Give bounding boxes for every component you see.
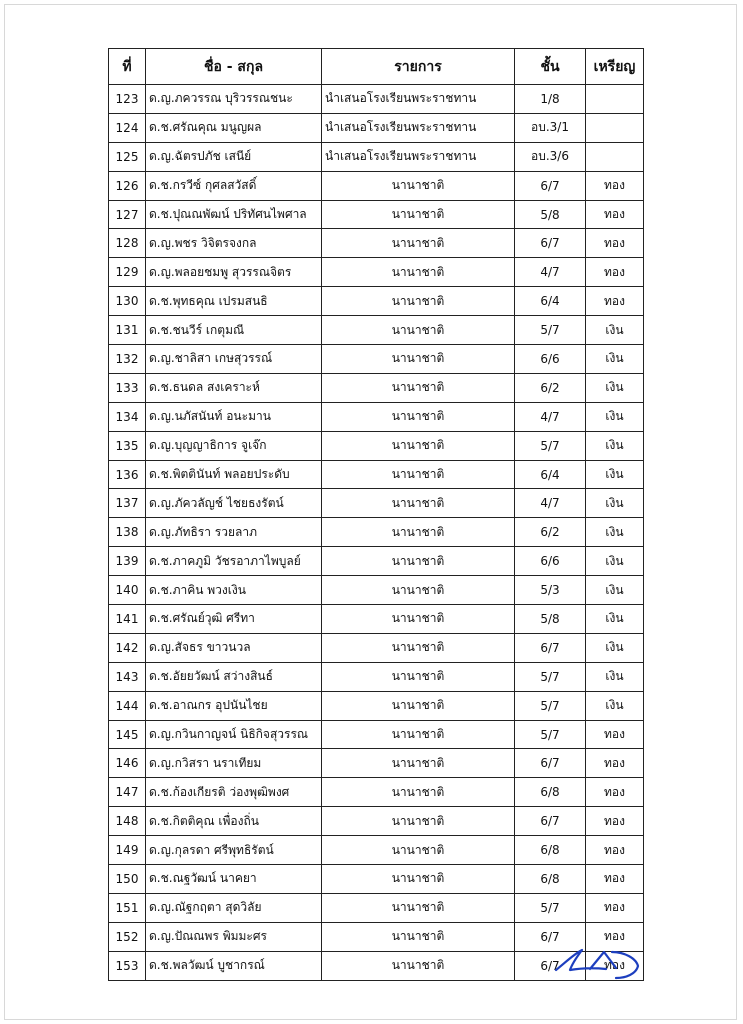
table-row: [109, 865, 644, 894]
row-item: นานาชาติ: [322, 893, 515, 922]
row-name: ด.ช.ธนดล สงเคราะห์: [146, 373, 322, 402]
row-medal: เงิน: [586, 489, 644, 518]
row-item: นานาชาติ: [322, 287, 515, 316]
row-number: 144: [109, 691, 146, 720]
row-medal: เงิน: [586, 518, 644, 547]
header-medal: เหรียญ: [586, 49, 644, 85]
row-number: 135: [109, 431, 146, 460]
table-row: [109, 576, 644, 605]
row-grade: 6/7: [515, 951, 586, 980]
row-number: 140: [109, 576, 146, 605]
row-medal: ทอง: [586, 258, 644, 287]
row-name: ด.ช.ชนวีร์ เกตุมณี: [146, 316, 322, 345]
row-number: 123: [109, 85, 146, 114]
table-row: [109, 605, 644, 634]
row-number: 124: [109, 113, 146, 142]
row-name: ด.ช.กรวีซ์ กุศลสวัสดิ์: [146, 171, 322, 200]
row-grade: 5/7: [515, 431, 586, 460]
row-medal: เงิน: [586, 576, 644, 605]
row-name: ด.ช.ก้องเกียรติ ว่องพุฒิพงศ: [146, 778, 322, 807]
row-grade: 6/4: [515, 287, 586, 316]
row-medal: ทอง: [586, 922, 644, 951]
row-name: ด.ช.ภาคภูมิ วัชรอาภาไพบูลย์: [146, 547, 322, 576]
row-medal: ทอง: [586, 836, 644, 865]
row-grade: 6/7: [515, 633, 586, 662]
row-medal: เงิน: [586, 316, 644, 345]
table-row: [109, 113, 644, 142]
row-name: ด.ญ.กวินกาญจน์ นิธิกิจสุวรรณ: [146, 720, 322, 749]
row-medal: เงิน: [586, 547, 644, 576]
row-item: นำเสนอโรงเรียนพระราชทาน: [322, 85, 515, 114]
row-name: ด.ญ.สัจธร ขาวนวล: [146, 633, 322, 662]
row-item: นานาชาติ: [322, 576, 515, 605]
table-row: [109, 807, 644, 836]
row-item: นานาชาติ: [322, 171, 515, 200]
row-number: 150: [109, 865, 146, 894]
row-grade: 5/7: [515, 691, 586, 720]
row-grade: 5/7: [515, 316, 586, 345]
row-number: 132: [109, 345, 146, 374]
row-grade: 6/8: [515, 865, 586, 894]
row-name: ด.ช.พิตตินันท์ พลอยประดับ: [146, 460, 322, 489]
row-grade: 5/3: [515, 576, 586, 605]
row-number: 147: [109, 778, 146, 807]
table-row: [109, 460, 644, 489]
row-item: นานาชาติ: [322, 460, 515, 489]
row-medal: ทอง: [586, 720, 644, 749]
row-grade: 6/8: [515, 778, 586, 807]
row-item: นานาชาติ: [322, 691, 515, 720]
row-medal: ทอง: [586, 200, 644, 229]
row-name: ด.ญ.กวิสรา นราเทียม: [146, 749, 322, 778]
row-medal: เงิน: [586, 345, 644, 374]
row-number: 153: [109, 951, 146, 980]
row-item: นานาชาติ: [322, 316, 515, 345]
row-number: 149: [109, 836, 146, 865]
header-grade: ชั้น: [515, 49, 586, 85]
table-row: [109, 778, 644, 807]
row-name: ด.ญ.ณัฐกฤตา สุดวิลัย: [146, 893, 322, 922]
row-grade: 5/8: [515, 605, 586, 634]
table-header-row: [109, 49, 644, 85]
table-row: [109, 893, 644, 922]
row-medal: เงิน: [586, 402, 644, 431]
row-name: ด.ญ.ปัณณพร พิมมะศร: [146, 922, 322, 951]
row-item: นานาชาติ: [322, 778, 515, 807]
row-name: ด.ช.ณฐวัฒน์ นาคยา: [146, 865, 322, 894]
row-number: 128: [109, 229, 146, 258]
row-grade: 5/7: [515, 893, 586, 922]
row-grade: 6/2: [515, 373, 586, 402]
row-medal: เงิน: [586, 431, 644, 460]
row-number: 139: [109, 547, 146, 576]
row-name: ด.ช.ปุณณพัฒน์ ปริทัศนไพศาล: [146, 200, 322, 229]
row-name: ด.ญ.บุญญาธิการ จูเจ๊ก: [146, 431, 322, 460]
row-item: นานาชาติ: [322, 720, 515, 749]
row-grade: 6/6: [515, 345, 586, 374]
table-row: [109, 373, 644, 402]
row-name: ด.ญ.ภัทธิรา รวยลาภ: [146, 518, 322, 547]
row-grade: 6/7: [515, 807, 586, 836]
table-body: [109, 85, 644, 981]
row-name: ด.ช.พลวัฒน์ บูชากรณ์: [146, 951, 322, 980]
row-number: 141: [109, 605, 146, 634]
row-number: 137: [109, 489, 146, 518]
table-row: [109, 836, 644, 865]
row-grade: อบ.3/6: [515, 142, 586, 171]
row-grade: 6/7: [515, 749, 586, 778]
row-name: ด.ช.ภาคิน พวงเงิน: [146, 576, 322, 605]
row-grade: 6/7: [515, 171, 586, 200]
row-item: นานาชาติ: [322, 605, 515, 634]
row-item: นานาชาติ: [322, 258, 515, 287]
row-name: ด.ญ.ภควรรณ บุริวรรณชนะ: [146, 85, 322, 114]
row-item: นำเสนอโรงเรียนพระราชทาน: [322, 142, 515, 171]
header-number: ที่: [109, 49, 146, 85]
row-number: 130: [109, 287, 146, 316]
row-number: 151: [109, 893, 146, 922]
row-item: นานาชาติ: [322, 518, 515, 547]
row-number: 127: [109, 200, 146, 229]
row-item: นานาชาติ: [322, 345, 515, 374]
row-item: นานาชาติ: [322, 749, 515, 778]
row-number: 145: [109, 720, 146, 749]
table-row: [109, 547, 644, 576]
table-row: [109, 287, 644, 316]
row-number: 143: [109, 662, 146, 691]
row-number: 133: [109, 373, 146, 402]
row-grade: 4/7: [515, 489, 586, 518]
table-row: [109, 633, 644, 662]
row-item: นานาชาติ: [322, 489, 515, 518]
row-item: นานาชาติ: [322, 373, 515, 402]
table-row: [109, 85, 644, 114]
row-medal: [586, 142, 644, 171]
row-grade: 6/8: [515, 836, 586, 865]
row-item: นานาชาติ: [322, 951, 515, 980]
row-medal: เงิน: [586, 662, 644, 691]
row-medal: ทอง: [586, 951, 644, 980]
table-row: [109, 720, 644, 749]
row-medal: ทอง: [586, 171, 644, 200]
row-medal: ทอง: [586, 229, 644, 258]
row-item: นานาชาติ: [322, 922, 515, 951]
table-row: [109, 749, 644, 778]
row-medal: [586, 113, 644, 142]
row-name: ด.ญ.ฉัตรปภัช เสนีย์: [146, 142, 322, 171]
row-item: นานาชาติ: [322, 229, 515, 258]
row-name: ด.ญ.ชาลิสา เกษสุวรรณ์: [146, 345, 322, 374]
row-grade: 5/8: [515, 200, 586, 229]
row-number: 152: [109, 922, 146, 951]
row-number: 129: [109, 258, 146, 287]
row-grade: 5/7: [515, 662, 586, 691]
signature-mark: [552, 942, 652, 982]
row-grade: 6/7: [515, 922, 586, 951]
row-grade: 6/2: [515, 518, 586, 547]
table-row: [109, 431, 644, 460]
table-row: [109, 316, 644, 345]
row-name: ด.ญ.พลอยชมพู สุวรรณจิตร: [146, 258, 322, 287]
row-item: นานาชาติ: [322, 402, 515, 431]
award-roster-table: [108, 48, 644, 981]
row-grade: 4/7: [515, 258, 586, 287]
table-row: [109, 518, 644, 547]
row-item: นานาชาติ: [322, 431, 515, 460]
row-medal: ทอง: [586, 287, 644, 316]
table-row: [109, 489, 644, 518]
row-number: 131: [109, 316, 146, 345]
row-name: ด.ญ.นภัสนันท์ อนะมาน: [146, 402, 322, 431]
header-name: ชื่อ - สกุล: [146, 49, 322, 85]
row-medal: เงิน: [586, 460, 644, 489]
row-medal: ทอง: [586, 807, 644, 836]
table-row: [109, 229, 644, 258]
row-item: นานาชาติ: [322, 807, 515, 836]
row-name: ด.ญ.พชร วิจิตรจงกล: [146, 229, 322, 258]
row-medal: เงิน: [586, 373, 644, 402]
table-row: [109, 171, 644, 200]
table-row: [109, 258, 644, 287]
row-number: 134: [109, 402, 146, 431]
header-item: รายการ: [322, 49, 515, 85]
row-grade: อบ.3/1: [515, 113, 586, 142]
row-medal: ทอง: [586, 893, 644, 922]
row-medal: เงิน: [586, 633, 644, 662]
row-medal: ทอง: [586, 778, 644, 807]
row-number: 125: [109, 142, 146, 171]
row-number: 142: [109, 633, 146, 662]
table-row: [109, 662, 644, 691]
row-item: นานาชาติ: [322, 836, 515, 865]
row-name: ด.ช.กิตติคุณ เพื่องถิ่น: [146, 807, 322, 836]
row-number: 146: [109, 749, 146, 778]
row-item: นานาชาติ: [322, 200, 515, 229]
row-number: 126: [109, 171, 146, 200]
row-item: นำเสนอโรงเรียนพระราชทาน: [322, 113, 515, 142]
table-row: [109, 691, 644, 720]
row-grade: 5/7: [515, 720, 586, 749]
row-name: ด.ช.ศรัณย์วุฒิ ศรีทา: [146, 605, 322, 634]
row-name: ด.ญ.ภัควลัญช์ ไชยธงรัตน์: [146, 489, 322, 518]
row-grade: 6/7: [515, 229, 586, 258]
row-name: ด.ญ.กุลรดา ศรีพุทธิรัตน์: [146, 836, 322, 865]
row-name: ด.ช.อาณกร อุปนันไชย: [146, 691, 322, 720]
row-medal: ทอง: [586, 865, 644, 894]
row-item: นานาชาติ: [322, 865, 515, 894]
row-grade: 1/8: [515, 85, 586, 114]
row-number: 136: [109, 460, 146, 489]
row-medal: [586, 85, 644, 114]
row-medal: เงิน: [586, 605, 644, 634]
row-number: 138: [109, 518, 146, 547]
row-item: นานาชาติ: [322, 633, 515, 662]
row-name: ด.ช.พุทธคุณ เปรมสนธิ: [146, 287, 322, 316]
row-medal: เงิน: [586, 691, 644, 720]
row-name: ด.ช.ศรัณคุณ มนูญผล: [146, 113, 322, 142]
row-medal: ทอง: [586, 749, 644, 778]
row-item: นานาชาติ: [322, 547, 515, 576]
row-number: 148: [109, 807, 146, 836]
row-item: นานาชาติ: [322, 662, 515, 691]
row-grade: 6/6: [515, 547, 586, 576]
row-grade: 4/7: [515, 402, 586, 431]
row-grade: 6/4: [515, 460, 586, 489]
table-row: [109, 200, 644, 229]
table-row: [109, 142, 644, 171]
row-name: ด.ช.อัยยวัฒน์ สว่างสินธ์: [146, 662, 322, 691]
table-row: [109, 402, 644, 431]
table-row: [109, 345, 644, 374]
